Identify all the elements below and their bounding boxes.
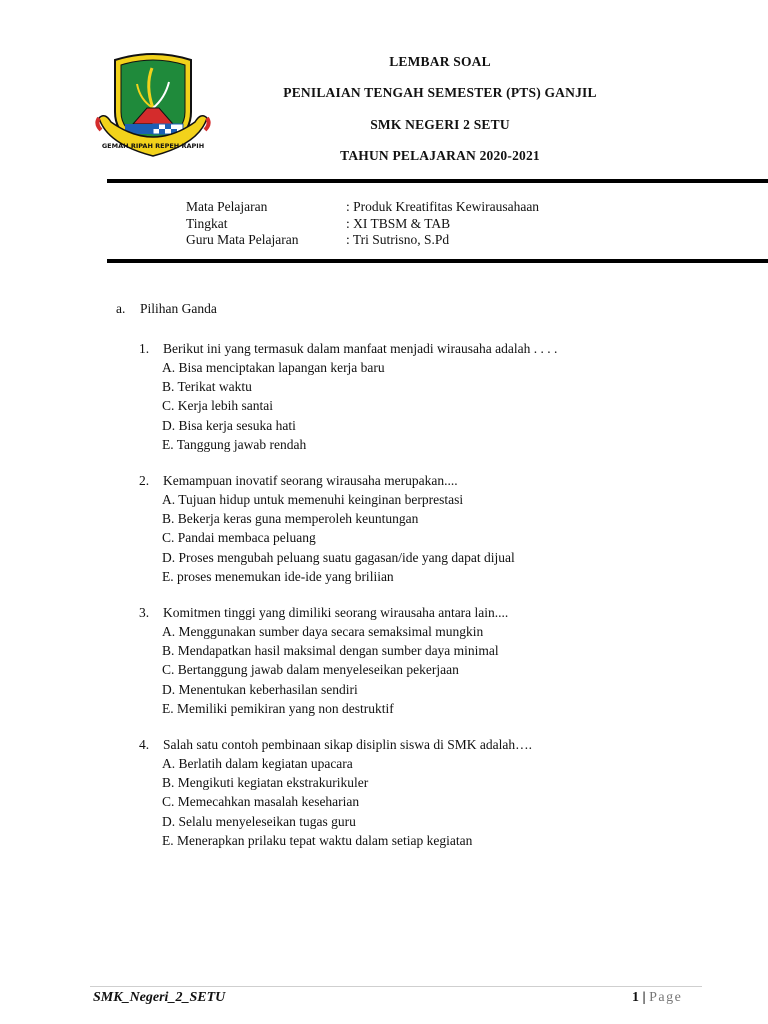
info-value: : Produk Kreatifitas Kewirausahaan bbox=[346, 199, 540, 214]
option-e: E. Memiliki pemikiran yang non destruktif bbox=[162, 700, 394, 716]
option-a: A. Menggunakan sumber daya secara semaksimal mungkin bbox=[162, 624, 484, 640]
question-list bbox=[139, 339, 557, 867]
school-emblem-icon bbox=[95, 52, 211, 160]
option-c: C. Pandai membaca peluang bbox=[162, 530, 316, 546]
info-key: Tingkat bbox=[186, 215, 228, 231]
section-heading bbox=[116, 301, 217, 317]
question-number: 1. bbox=[139, 341, 150, 356]
school-name: SMK NEGERI 2 SETU bbox=[370, 117, 510, 132]
option-b: B. Mengikuti kegiatan ekstrakurikuler bbox=[162, 775, 369, 791]
info-key: Guru Mata Pelajaran bbox=[186, 232, 299, 247]
option-d: D. Proses mengubah peluang suatu gagasan/ide yang dapat dijual bbox=[162, 549, 515, 565]
option-c: C. Kerja lebih santai bbox=[162, 398, 273, 414]
question-text: Salah satu contoh pembinaan sikap disiplin siswa di SMK adalah…. bbox=[163, 737, 532, 753]
question-4 bbox=[139, 735, 557, 850]
page-label: Page bbox=[649, 990, 683, 1005]
option-b: B. Terikat waktu bbox=[162, 379, 252, 395]
option-a: A. Berlatih dalam kegiatan upacara bbox=[162, 756, 353, 772]
page-number-footer bbox=[632, 990, 682, 1006]
question-2 bbox=[139, 471, 557, 586]
page-number: 1 bbox=[632, 990, 639, 1005]
info-value: : XI TBSM & TAB bbox=[346, 215, 451, 231]
svg-text:GEMAH RIPAH REPEH RAPIH: GEMAH RIPAH REPEH RAPIH bbox=[101, 142, 205, 150]
option-b: B. Mendapatkan hasil maksimal dengan sumber daya minimal bbox=[162, 643, 499, 659]
footer-divider bbox=[90, 986, 702, 987]
section-title: Pilihan Ganda bbox=[140, 301, 217, 316]
option-d: D. Menentukan keberhasilan sendiri bbox=[162, 681, 358, 697]
option-d: D. Bisa kerja sesuka hati bbox=[162, 417, 296, 433]
info-key: Mata Pelajaran bbox=[186, 199, 268, 214]
question-text: Komitmen tinggi yang dimiliki seorang wirausaha antara lain.... bbox=[163, 605, 509, 621]
option-d: D. Selalu menyeleseikan tugas guru bbox=[162, 813, 356, 829]
option-c: C. Bertanggung jawab dalam menyeleseikan pekerjaan bbox=[162, 662, 459, 678]
option-e: E. Tanggung jawab rendah bbox=[162, 436, 307, 452]
option-e: E. proses menemukan ide-ide yang briliian bbox=[162, 568, 394, 584]
header-divider-bottom bbox=[107, 259, 768, 263]
question-number: 4. bbox=[139, 737, 150, 753]
option-a: A. Tujuan hidup untuk memenuhi keinginan berprestasi bbox=[162, 492, 464, 508]
option-e: E. Menerapkan prilaku tepat waktu dalam setiap kegiatan bbox=[162, 832, 473, 848]
doc-title: LEMBAR SOAL bbox=[389, 54, 491, 69]
question-number: 2. bbox=[139, 473, 150, 489]
info-row-subject bbox=[186, 199, 539, 216]
info-row-grade bbox=[186, 216, 539, 233]
question-number: 3. bbox=[139, 605, 150, 621]
info-value: : Tri Sutrisno, S.Pd bbox=[346, 232, 450, 247]
question-text: Kemampuan inovatif seorang wirausaha merupakan.... bbox=[163, 473, 458, 489]
section-marker: a. bbox=[116, 301, 126, 316]
question-text: Berikut ini yang termasuk dalam manfaat menjadi wirausaha adalah . . . . bbox=[163, 341, 558, 356]
header-divider-top bbox=[107, 179, 768, 183]
option-c: C. Memecahkan masalah keseharian bbox=[162, 794, 360, 810]
info-block bbox=[186, 199, 539, 249]
option-a: A. Bisa menciptakan lapangan kerja baru bbox=[162, 360, 385, 375]
doc-subtitle: PENILAIAN TENGAH SEMESTER (PTS) GANJIL bbox=[283, 85, 597, 100]
question-1 bbox=[139, 339, 557, 454]
question-3 bbox=[139, 603, 557, 718]
option-b: B. Bekerja keras guna memperoleh keuntungan bbox=[162, 511, 419, 527]
info-row-teacher bbox=[186, 232, 539, 249]
page-separator: | bbox=[642, 990, 646, 1005]
footer-school: SMK_Negeri_2_SETU bbox=[93, 990, 226, 1005]
academic-year: TAHUN PELAJARAN 2020-2021 bbox=[340, 148, 540, 163]
